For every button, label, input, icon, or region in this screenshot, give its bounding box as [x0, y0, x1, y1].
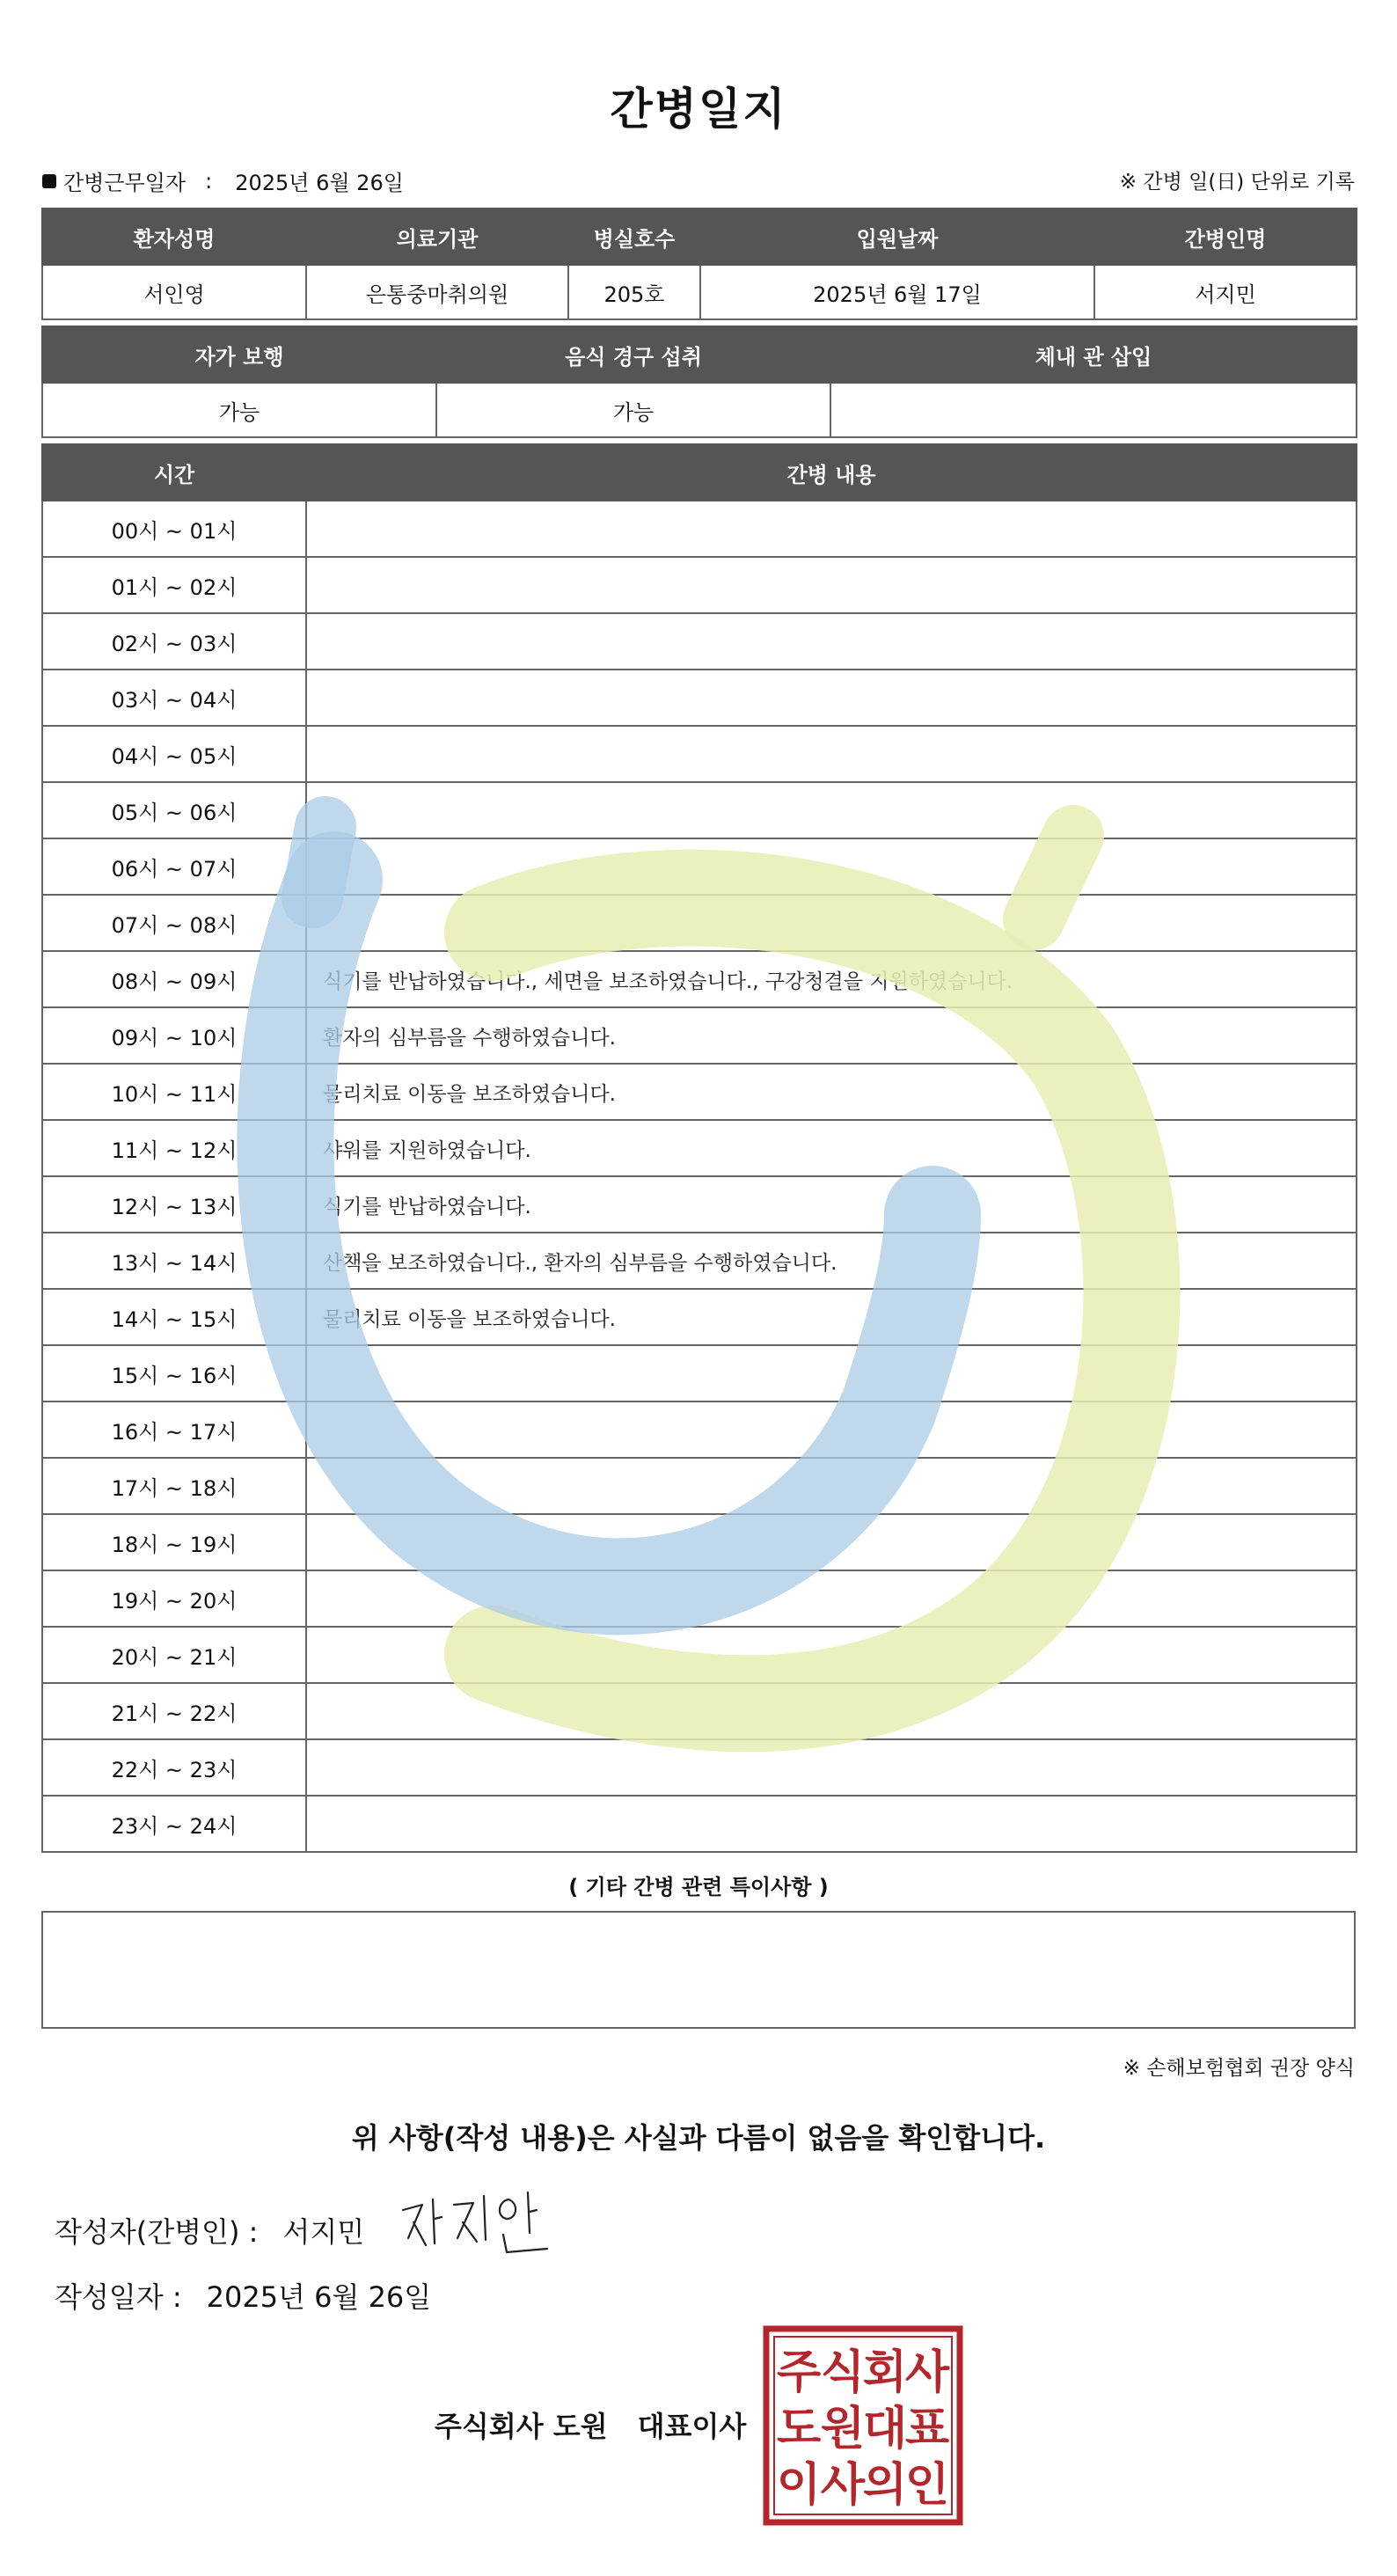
svg-text:이: 이	[776, 2458, 822, 2512]
ceo-label: 대표이사	[637, 2410, 747, 2443]
time-cell: 07시 ~ 08시	[42, 895, 306, 951]
writer-line	[55, 2210, 364, 2250]
time-cell: 09시 ~ 10시	[42, 1007, 306, 1064]
table-row	[42, 1796, 1357, 1852]
content-cell	[306, 895, 1357, 951]
content-cell	[306, 613, 1357, 670]
time-cell: 05시 ~ 06시	[42, 782, 306, 838]
table-row	[42, 1570, 1357, 1627]
work-date-separator: :	[205, 168, 213, 194]
time-cell: 11시 ~ 12시	[42, 1120, 306, 1176]
header-self-walking: 자가 보행	[42, 326, 436, 383]
table-row	[42, 1514, 1357, 1570]
content-cell	[306, 838, 1357, 895]
svg-text:인: 인	[904, 2458, 950, 2512]
header-time: 시간	[42, 444, 306, 501]
time-cell: 14시 ~ 15시	[42, 1289, 306, 1345]
svg-text:대: 대	[862, 2402, 908, 2455]
time-cell: 02시 ~ 03시	[42, 613, 306, 670]
table-row	[42, 1064, 1357, 1120]
content-cell	[306, 1796, 1357, 1852]
content-cell: 물리치료 이동을 보조하였습니다.	[306, 1064, 1357, 1120]
table-row	[42, 1739, 1357, 1796]
patient-info-table	[41, 208, 1357, 320]
table-row	[42, 1345, 1357, 1401]
table-row	[42, 1458, 1357, 1514]
work-date-label: 간병근무일자	[63, 171, 187, 195]
work-date	[42, 165, 404, 196]
table-row	[42, 1233, 1357, 1289]
table-header-row	[42, 444, 1357, 501]
content-cell	[306, 1570, 1357, 1627]
tube-insertion-value	[830, 383, 1357, 437]
handwritten-signature	[396, 2184, 554, 2263]
oral-intake-value: 가능	[436, 383, 830, 437]
content-cell: 식기를 반납하였습니다., 세면을 보조하였습니다., 구강청결을 지원하였습니다.	[306, 951, 1357, 1007]
header-oral-intake: 음식 경구 섭취	[436, 326, 830, 383]
table-row	[42, 613, 1357, 670]
header-hospital: 의료기관	[306, 209, 568, 265]
content-cell	[306, 557, 1357, 613]
content-cell	[306, 1627, 1357, 1683]
table-row	[42, 838, 1357, 895]
time-cell: 04시 ~ 05시	[42, 726, 306, 782]
header-admission-date: 입원날짜	[700, 209, 1094, 265]
header-patient-name: 환자성명	[42, 209, 306, 265]
content-cell	[306, 1683, 1357, 1739]
header-care-content: 간병 내용	[306, 444, 1357, 501]
table-row	[42, 501, 1357, 557]
time-cell: 18시 ~ 19시	[42, 1514, 306, 1570]
table-row	[42, 1289, 1357, 1345]
table-row	[42, 1176, 1357, 1233]
time-cell: 21시 ~ 22시	[42, 1683, 306, 1739]
table-row	[42, 557, 1357, 613]
page-title: 간병일지	[610, 84, 787, 135]
svg-text:의: 의	[862, 2458, 908, 2512]
content-cell	[306, 1514, 1357, 1570]
writer-name: 서지민	[282, 2215, 365, 2249]
svg-text:사: 사	[820, 2458, 866, 2512]
svg-text:표: 표	[904, 2402, 950, 2455]
confirmation-statement: 위 사항(작성 내용)은 사실과 다름이 없음을 확인합니다.	[351, 2121, 1046, 2155]
content-cell	[306, 726, 1357, 782]
table-row	[42, 1683, 1357, 1739]
table-row	[42, 1627, 1357, 1683]
time-cell: 08시 ~ 09시	[42, 951, 306, 1007]
svg-text:주: 주	[776, 2345, 822, 2399]
writer-label: 작성자(간병인) :	[55, 2215, 259, 2249]
content-cell	[306, 670, 1357, 726]
table-row	[42, 1401, 1357, 1458]
form-origin-note: ※ 손해보험협회 권장 양식	[1123, 2057, 1355, 2080]
content-cell	[306, 1739, 1357, 1796]
time-cell: 22시 ~ 23시	[42, 1739, 306, 1796]
table-row	[42, 1007, 1357, 1064]
hospital-name: 은통중마취의원	[306, 265, 568, 319]
svg-text:사: 사	[904, 2345, 950, 2399]
content-cell	[306, 1345, 1357, 1401]
time-cell: 13시 ~ 14시	[42, 1233, 306, 1289]
table-row	[42, 895, 1357, 951]
table-row	[42, 782, 1357, 838]
table-row	[42, 383, 1357, 437]
table-header-row	[42, 209, 1357, 265]
time-cell: 03시 ~ 04시	[42, 670, 306, 726]
svg-text:식: 식	[820, 2345, 866, 2399]
time-cell: 23시 ~ 24시	[42, 1796, 306, 1852]
table-row	[42, 265, 1357, 319]
self-walking-value: 가능	[42, 383, 436, 437]
time-cell: 16시 ~ 17시	[42, 1401, 306, 1458]
content-cell	[306, 782, 1357, 838]
table-header-row	[42, 326, 1357, 383]
written-date-value: 2025년 6월 26일	[206, 2280, 432, 2314]
written-date-line	[55, 2275, 431, 2316]
special-notes-box	[41, 1911, 1356, 2029]
header-room: 병실호수	[568, 209, 700, 265]
svg-text:원: 원	[820, 2402, 866, 2455]
special-notes-title: ( 기타 간병 관련 특이사항 )	[568, 1875, 829, 1899]
content-cell	[306, 1401, 1357, 1458]
svg-text:도: 도	[776, 2402, 822, 2455]
time-cell: 15시 ~ 16시	[42, 1345, 306, 1401]
patient-name: 서인영	[42, 265, 306, 319]
patient-status-table	[41, 326, 1357, 438]
time-cell: 06시 ~ 07시	[42, 838, 306, 895]
time-cell: 10시 ~ 11시	[42, 1064, 306, 1120]
company-line	[435, 2404, 746, 2445]
time-cell: 01시 ~ 02시	[42, 557, 306, 613]
room-number: 205호	[568, 265, 700, 319]
content-cell: 환자의 심부름을 수행하였습니다.	[306, 1007, 1357, 1064]
written-date-label: 작성일자 :	[55, 2280, 182, 2314]
header-caregiver-name: 간병인명	[1094, 209, 1357, 265]
content-cell: 물리치료 이동을 보조하였습니다.	[306, 1289, 1357, 1345]
content-cell	[306, 1458, 1357, 1514]
admission-date: 2025년 6월 17일	[700, 265, 1094, 319]
work-date-value: 2025년 6월 26일	[235, 171, 404, 195]
time-cell: 00시 ~ 01시	[42, 501, 306, 557]
table-row	[42, 1120, 1357, 1176]
care-log-table	[41, 443, 1357, 1853]
time-cell: 20시 ~ 21시	[42, 1627, 306, 1683]
table-row	[42, 726, 1357, 782]
content-cell: 식기를 반납하였습니다.	[306, 1176, 1357, 1233]
table-row	[42, 951, 1357, 1007]
svg-text:회: 회	[862, 2345, 908, 2399]
time-cell: 17시 ~ 18시	[42, 1458, 306, 1514]
company-seal	[762, 2324, 964, 2527]
content-cell: 샤워를 지원하였습니다.	[306, 1120, 1357, 1176]
caregiver-name: 서지민	[1094, 265, 1357, 319]
company-name: 주식회사 도원	[435, 2410, 608, 2443]
time-cell: 19시 ~ 20시	[42, 1570, 306, 1627]
record-unit-note: ※ 간병 일(日) 단위로 기록	[1119, 171, 1355, 194]
time-cell: 12시 ~ 13시	[42, 1176, 306, 1233]
table-row	[42, 670, 1357, 726]
header-tube-insertion: 체내 관 삽입	[830, 326, 1357, 383]
content-cell: 산책을 보조하였습니다., 환자의 심부름을 수행하였습니다.	[306, 1233, 1357, 1289]
content-cell	[306, 501, 1357, 557]
square-bullet-icon	[42, 174, 56, 188]
